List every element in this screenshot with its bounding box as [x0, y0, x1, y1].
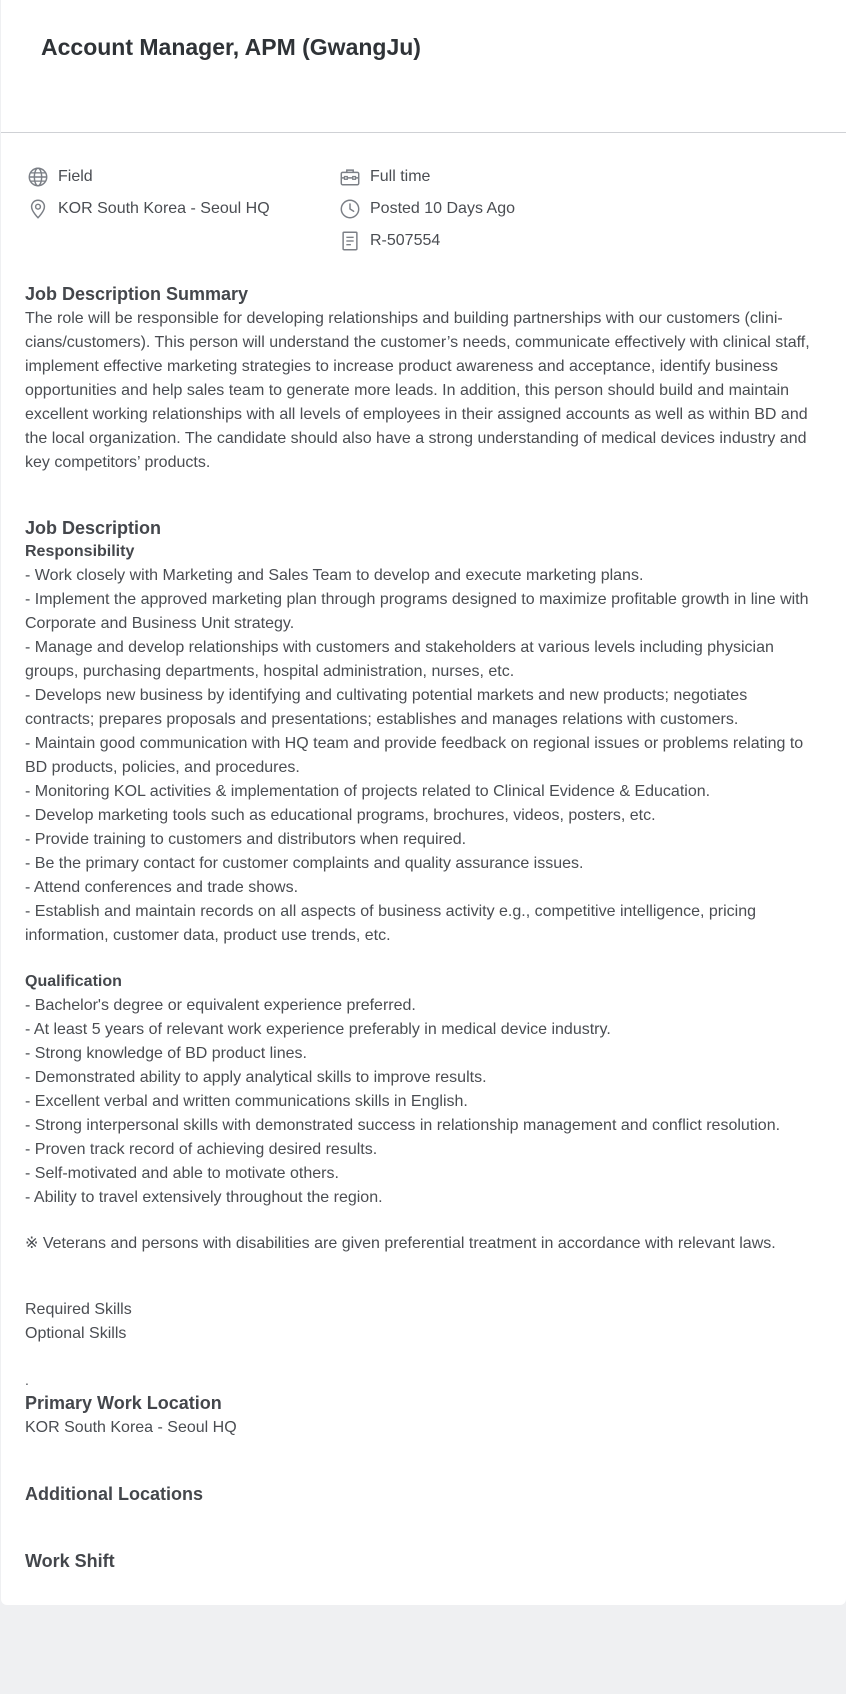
qualification-block — [25, 970, 825, 1210]
job-detail-card — [1, 0, 846, 1605]
qualification-line: - Strong interpersonal skills with demonstrated success in relationship management and conflict resolution. — [25, 1117, 781, 1134]
job-type-label: Full time — [370, 168, 431, 185]
separator-dot: . — [25, 1372, 29, 1388]
responsibility-line: - Establish and maintain records on all aspects of business activity e.g., competitive intelligence, pricing — [25, 903, 757, 920]
req-id-label: R-507554 — [370, 232, 441, 249]
responsibility-line: Corporate and Business Unit strategy. — [25, 615, 295, 632]
location-pin-icon — [27, 198, 49, 220]
responsibility-line: contracts; prepares proposals and presentations; establishes and manages relations with customers. — [25, 711, 739, 728]
responsibility-line: BD products, policies, and procedures. — [25, 759, 300, 776]
meta-req-id — [339, 229, 440, 253]
qualification-line: - Bachelor's degree or equivalent experience preferred. — [25, 997, 416, 1014]
summary-line: opportunities and help sales team to generate more leads. In addition, this person should build and maintain — [25, 382, 790, 399]
summary-line: the local organization. The candidate should also have a strong understanding of medical devices industry and — [25, 430, 807, 447]
veterans-note: ※ Veterans and persons with disabilities are given preferential treatment in accordance with relevant laws. — [25, 1235, 776, 1252]
primary-location-heading: Primary Work Location — [25, 1393, 222, 1413]
meta-job-type — [339, 165, 430, 189]
summary-text — [25, 307, 825, 475]
summary-line: key competitors’ products. — [25, 454, 211, 471]
required-skills-label: Required Skills — [25, 1301, 132, 1318]
responsibility-line: - Work closely with Marketing and Sales Team to develop and execute marketing plans. — [25, 567, 644, 584]
location-label: KOR South Korea - Seoul HQ — [58, 200, 270, 217]
responsibility-line: - Develops new business by identifying and cultivating potential markets and new products; negotiates — [25, 687, 748, 704]
summary-heading: Job Description Summary — [25, 284, 249, 304]
meta-posted — [339, 197, 515, 221]
globe-icon — [27, 166, 49, 188]
description-heading: Job Description — [25, 518, 162, 538]
responsibility-line: groups, purchasing departments, hospital administration, nurses, etc. — [25, 663, 515, 680]
summary-line: The role will be responsible for developing relationships and building partnerships with our customers (clini- — [25, 310, 783, 327]
meta-field — [27, 165, 93, 189]
qualification-line: - At least 5 years of relevant work experience preferably in medical device industry. — [25, 1021, 611, 1038]
clock-icon — [339, 198, 361, 220]
responsibility-block — [25, 540, 825, 948]
additional-locations-heading: Additional Locations — [25, 1484, 203, 1504]
qualification-line: - Strong knowledge of BD product lines. — [25, 1045, 307, 1062]
meta-location — [27, 197, 270, 221]
qualification-line: - Self-motivated and able to motivate others. — [25, 1165, 339, 1182]
job-header — [1, 0, 846, 133]
qualification-line: - Ability to travel extensively throughout the region. — [25, 1189, 383, 1206]
posted-label: Posted 10 Days Ago — [370, 200, 515, 217]
responsibility-line: - Provide training to customers and distributors when required. — [25, 831, 467, 848]
qualification-heading: Qualification — [25, 973, 122, 990]
responsibility-line: - Maintain good communication with HQ team and provide feedback on regional issues or problems relating to — [25, 735, 804, 752]
summary-line: implement effective marketing strategies to increase product awareness and acceptance, identify business — [25, 358, 778, 375]
document-icon — [339, 230, 361, 252]
field-label: Field — [58, 168, 93, 185]
responsibility-line: - Attend conferences and trade shows. — [25, 879, 299, 896]
responsibility-heading: Responsibility — [25, 543, 135, 560]
responsibility-line: - Manage and develop relationships with customers and stakeholders at various levels including physician — [25, 639, 774, 656]
summary-line: cians/customers). This person will understand the customer’s needs, communicate effectively with clinical staff, — [25, 334, 810, 351]
responsibility-line: - Implement the approved marketing plan through programs designed to maximize profitable growth in line with — [25, 591, 809, 608]
responsibility-line: - Monitoring KOL activities & implementation of projects related to Clinical Evidence & Education. — [25, 783, 711, 800]
responsibility-line: information, customer data, product use trends, etc. — [25, 927, 391, 944]
qualification-line: - Demonstrated ability to apply analytical skills to improve results. — [25, 1069, 487, 1086]
summary-line: excellent working relationships with all levels of employees in their assigned accounts as well as within BD and — [25, 406, 808, 423]
briefcase-icon — [339, 166, 361, 188]
responsibility-line: - Develop marketing tools such as educational programs, brochures, videos, posters, etc. — [25, 807, 656, 824]
optional-skills-label: Optional Skills — [25, 1325, 127, 1342]
work-shift-heading: Work Shift — [25, 1551, 115, 1571]
job-title: Account Manager, APM (GwangJu) — [41, 34, 421, 60]
responsibility-line: - Be the primary contact for customer complaints and quality assurance issues. — [25, 855, 584, 872]
qualification-line: - Proven track record of achieving desired results. — [25, 1141, 378, 1158]
primary-location-value: KOR South Korea - Seoul HQ — [25, 1419, 237, 1436]
qualification-line: - Excellent verbal and written communications skills in English. — [25, 1093, 468, 1110]
